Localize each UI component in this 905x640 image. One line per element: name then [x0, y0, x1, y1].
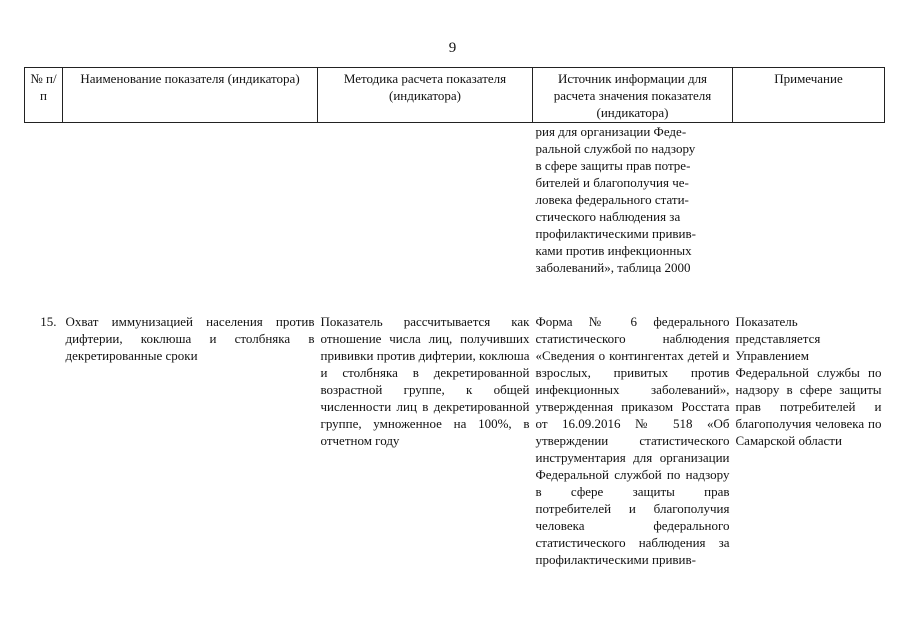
information-source: Форма № 6 федерального статистического наблюдения «Сведения о контингентах детей и взрослых, привитых против инфекционных заболеваний», утвержденная приказом Росстата от 16.09.2016 № 518 «Об утверждении статистического инструментария для организации Федеральной службой по надзору в сфере защиты прав потребителей и благополучия человека федерального статистического наблюдения за профилактическими привив- — [535, 314, 730, 567]
indicators-table — [24, 67, 885, 593]
row-number: 15. — [40, 314, 57, 329]
source-line: рия для организации Феде- — [535, 124, 687, 139]
source-line: стического наблюдения за — [535, 209, 681, 224]
table-row-continued — [25, 123, 885, 294]
header-name: Наименование показателя (индикатора) — [63, 68, 318, 123]
source-line: ками против инфекционных — [535, 243, 692, 258]
source-line: бителей и благополучия че- — [535, 175, 689, 190]
continued-source-cell — [533, 123, 733, 294]
source-line: заболеваний», таблица 2000 — [535, 260, 691, 275]
source-line: ловека федерального стати- — [535, 192, 689, 207]
table-row-15 — [25, 313, 885, 593]
header-source: Источник информации для расчета значения показателя (индикатора) — [533, 68, 733, 123]
header-num: № п/п — [25, 68, 63, 123]
source-line: ральной службой по надзору — [535, 141, 696, 156]
source-line: профилактическими привив- — [535, 226, 696, 241]
calculation-method: Показатель рассчитывается как отношение числа лиц, получивших прививки против дифтерии, коклюша и столбняка в декретированной возрастной группе, к общей численности лиц в декретированной группе, умноженное на 100%, в отчетном году — [320, 314, 530, 448]
page-number: 9 — [448, 40, 457, 56]
header-method: Методика расчета показателя (индикатора) — [318, 68, 533, 123]
source-line: в сфере защиты прав потре- — [535, 158, 691, 173]
indicator-name: Охват иммунизацией населения против дифтерии, коклюша и столбняка в декретированные сроки — [65, 314, 315, 363]
table-header-row — [25, 68, 885, 123]
header-note: Примечание — [733, 68, 885, 123]
note: Показатель представляется Управлением Федеральной службы по надзору в сфере защиты прав потребителей и благополучия человека по Самарской области — [735, 314, 882, 448]
